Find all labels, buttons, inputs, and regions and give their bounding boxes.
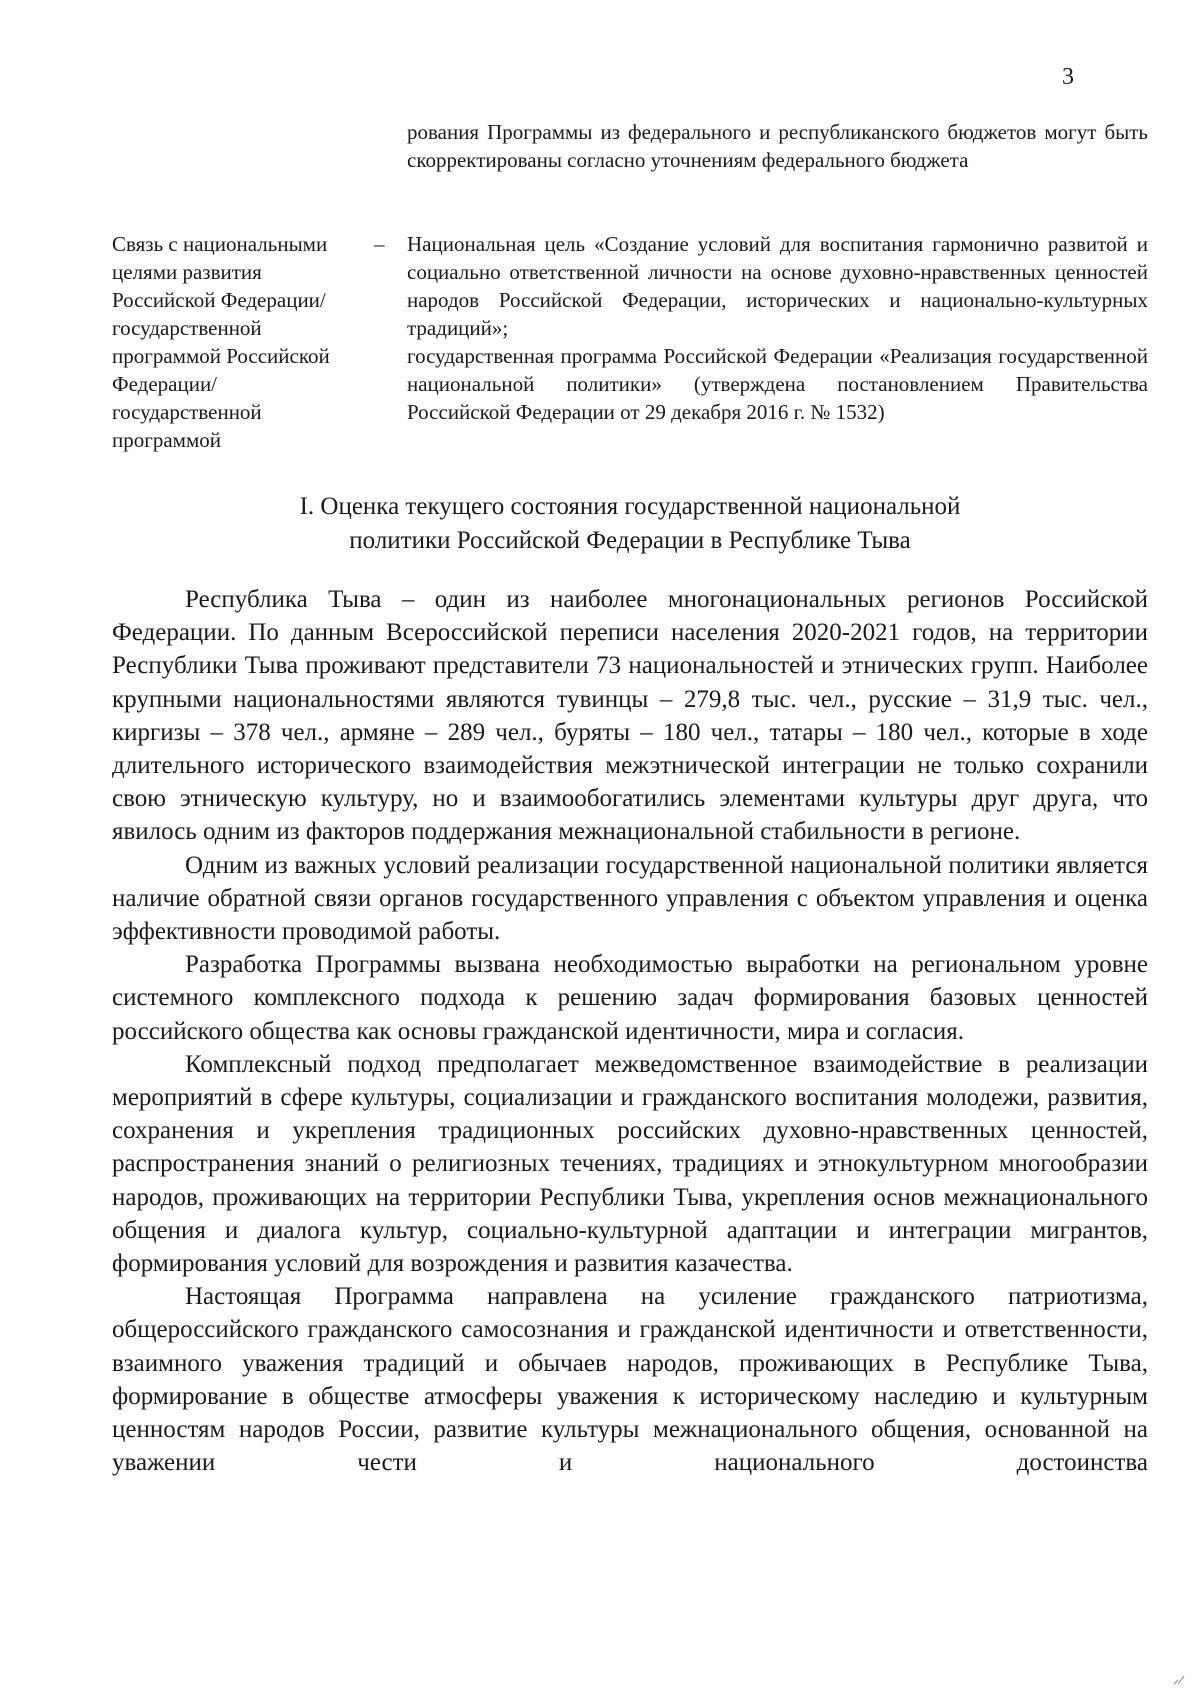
- paragraph: Разработка Программы вызвана необходимостью выработки на региональном уровне системного комплексного подхода к решению задач формирования базовых ценностей российского общества как основы гражданской идентичности, мира и согласия.: [112, 951, 1148, 1045]
- passport-dash: –: [374, 232, 385, 256]
- passport-label-national-goals: Связь с национальными целями развития Российской Федерации/государственной программой Российской Федерации/государственной программой: [112, 232, 330, 452]
- state-program-text: государственная программа Российской Федерации «Реализация государственной национальной политики» (утверждена постановлением Правительства Российской Федерации от 29 декабря 2016 г. № 1532): [407, 344, 1148, 424]
- section-heading: [112, 490, 1148, 558]
- paragraph: Одним из важных условий реализации государственной национальной политики является наличие обратной связи органов государственного управления с объектом управления и оценка эффективности проводимой работы.: [112, 851, 1148, 946]
- paragraph: Комплексный подход предполагает межведомственное взаимодействие в реализации мероприятий в сфере культуры, социализации и гражданского воспитания молодежи, развития, сохранения и укрепления традиционных российских духовно-нравственных ценностей, распространения знаний о религиозных течениях, традициях и этнокультурном многообразии народов, проживающих на территории Республики Тыва, укрепления основ межнационального общения и диалога культур, социально-культурной адаптации и интеграции мигрантов, формирования условий для возрождения и развития казачества.: [112, 1050, 1148, 1278]
- scan-artifact-mark: [1172, 1672, 1186, 1686]
- paragraph: Республика Тыва – один из наиболее многонациональных регионов Российской Федерации. По данным Всероссийской переписи населения 2020-2021 годов, на территории Республики Тыва проживают представители 73 национальностей и этнических групп. Наиболее крупными национальностями являются тувинцы – 279,8 тыс. чел., русские – 31,9 тыс. чел., киргизы – 378 чел., армяне – 289 чел., буряты – 180 чел., татары – 180 чел., которые в ходе длительного исторического взаимодействия межэтнической интеграции не только сохранили свою этническую культуру, но и взаимообогатились элементами культуры друг друга, что явилось одним из факторов поддержания межнациональной стабильности в регионе.: [112, 586, 1148, 846]
- section-heading-line-1: I. Оценка текущего состояния государственной национальной: [299, 493, 961, 520]
- page-number: 3: [1062, 64, 1074, 90]
- paragraph: Настоящая Программа направлена на усиление гражданского патриотизма, общероссийского гражданского самосознания и гражданской идентичности и ответственности, взаимного уважения традиций и обычаев народов, проживающих в Республике Тыва, формирование в обществе атмосферы уважения к историческому наследию и культурным ценностям народов России, развитие культуры межнационального общения, основанной на уважении чести и национального достоинства: [112, 1283, 1148, 1477]
- section-heading-line-2: политики Российской Федерации в Республике Тыва: [349, 527, 911, 554]
- body-text: [112, 583, 1148, 1479]
- passport-value-national-goals: [407, 230, 1148, 426]
- passport-value-funding: [407, 118, 1148, 174]
- national-goal-text: Национальная цель «Создание условий для воспитания гармонично развитой и социально ответственной личности на основе духовно-нравственных ценностей народов Российской Федерации, исторических и национально-культурных традиций»;: [407, 232, 1148, 340]
- passport-value-funding-text: рования Программы из федерального и республиканского бюджетов могут быть скорректированы согласно уточнениям федерального бюджета: [407, 120, 1148, 172]
